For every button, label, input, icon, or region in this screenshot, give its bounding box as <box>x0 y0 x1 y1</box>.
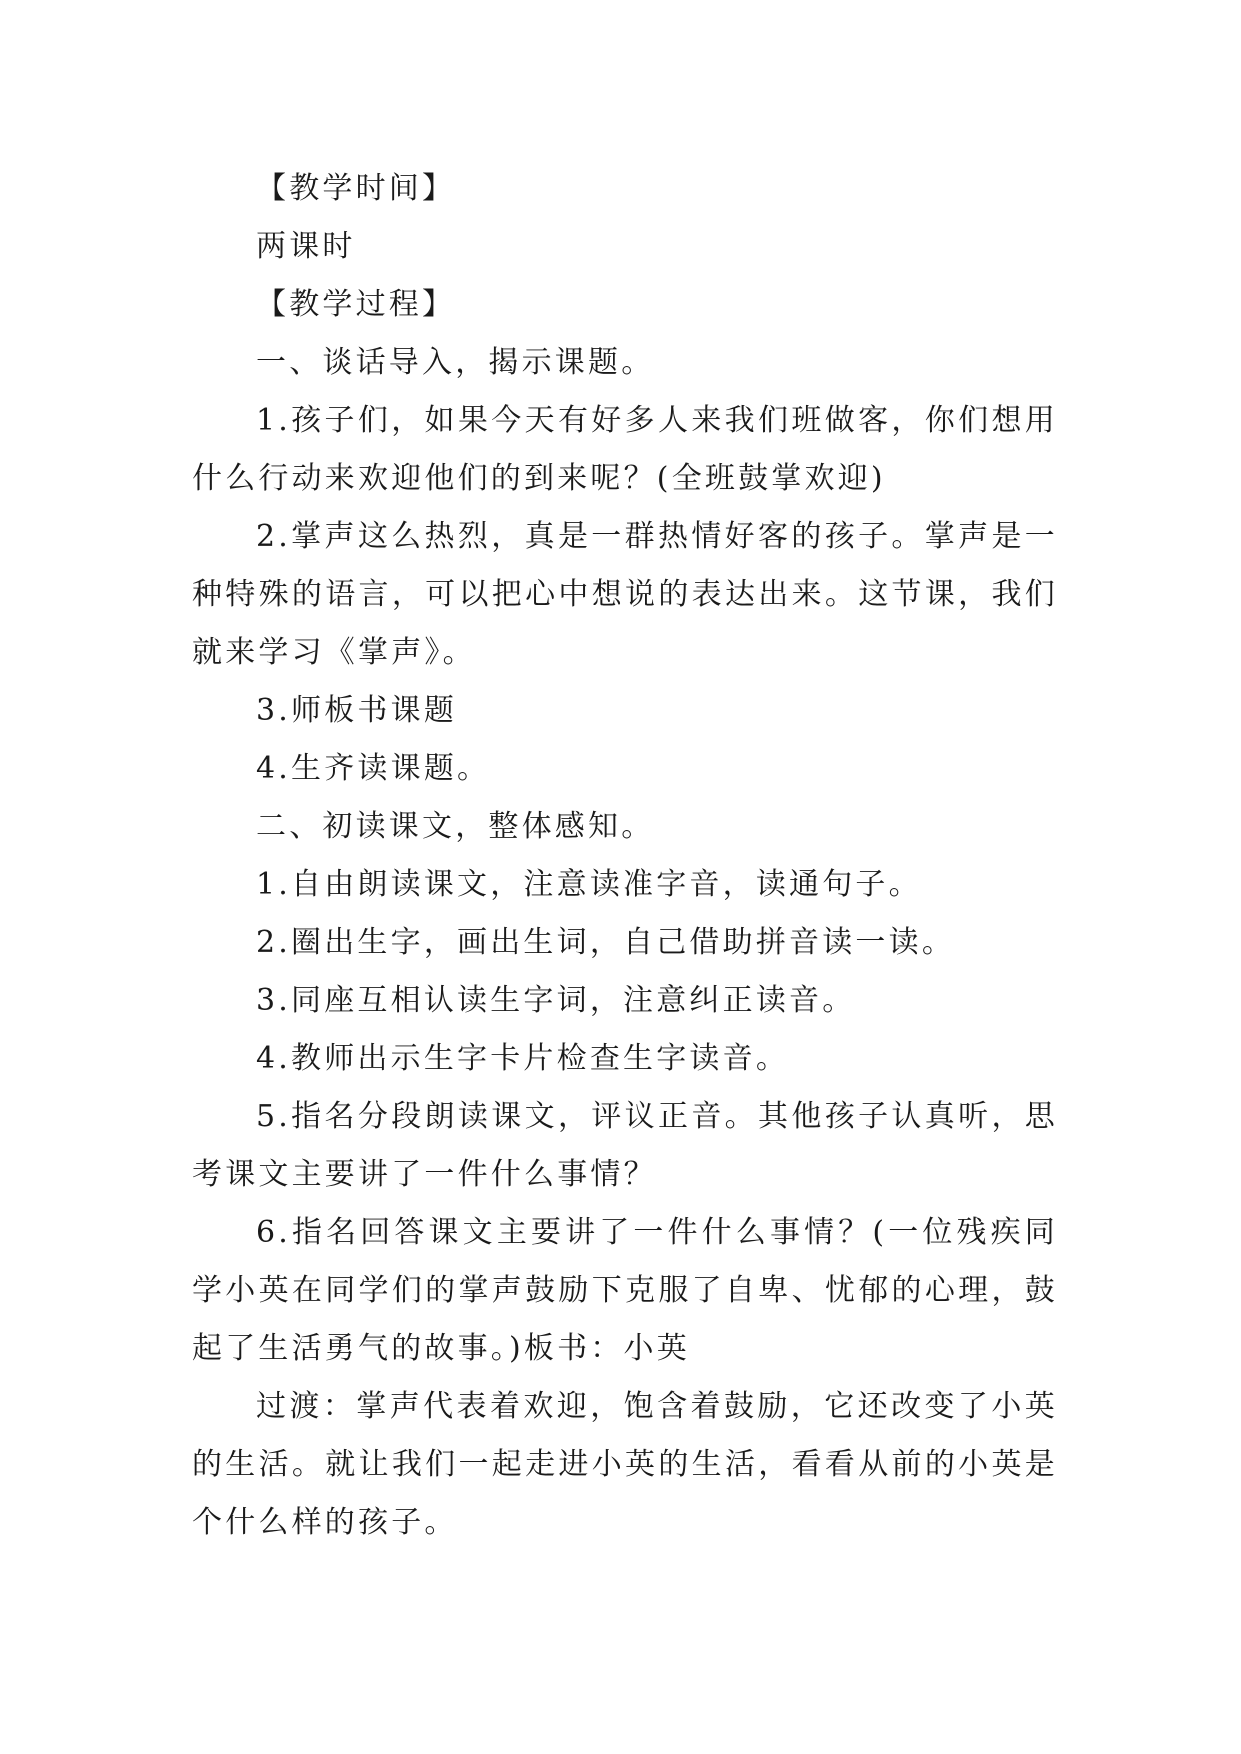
document-body <box>192 160 1058 1552</box>
paragraph: 4.教师出示生字卡片检查生字读音。 <box>256 1041 790 1076</box>
step-heading-2: 二、初读课文，整体感知。 <box>256 809 655 844</box>
paragraph: 1.自由朗读课文，注意读准字音，读通句子。 <box>256 867 922 902</box>
paragraph: 6.指名回答课文主要讲了一件什么事情？(一位残疾同学小英在同学们的掌声鼓励下克服了自卑、忧郁的心理，鼓起了生活勇气的故事。)板书：小英 <box>192 1215 1058 1366</box>
paragraph: 2.掌声这么热烈，真是一群热情好客的孩子。掌声是一种特殊的语言，可以把心中想说的表达出来。这节课，我们就来学习《掌声》。 <box>192 519 1058 670</box>
paragraph: 4.生齐读课题。 <box>256 751 491 786</box>
paragraph: 过渡：掌声代表着欢迎，饱含着鼓励，它还改变了小英的生活。就让我们一起走进小英的生活，看看从前的小英是个什么样的孩子。 <box>192 1389 1058 1540</box>
section-heading-teaching-time: 【教学时间】 <box>256 171 456 206</box>
paragraph: 3.师板书课题 <box>256 693 458 728</box>
paragraph: 5.指名分段朗读课文，评议正音。其他孩子认真听，思考课文主要讲了一件什么事情？ <box>192 1099 1058 1192</box>
paragraph: 3.同座互相认读生字词，注意纠正读音。 <box>256 983 856 1018</box>
paragraph: 1.孩子们，如果今天有好多人来我们班做客，你们想用什么行动来欢迎他们的到来呢？(全班鼓掌欢迎) <box>192 403 1058 496</box>
paragraph: 2.圈出生字，画出生词，自己借助拼音读一读。 <box>256 925 956 960</box>
teaching-time-value: 两课时 <box>256 229 356 264</box>
step-heading-1: 一、谈话导入，揭示课题。 <box>256 345 655 380</box>
section-heading-teaching-process: 【教学过程】 <box>256 287 456 322</box>
